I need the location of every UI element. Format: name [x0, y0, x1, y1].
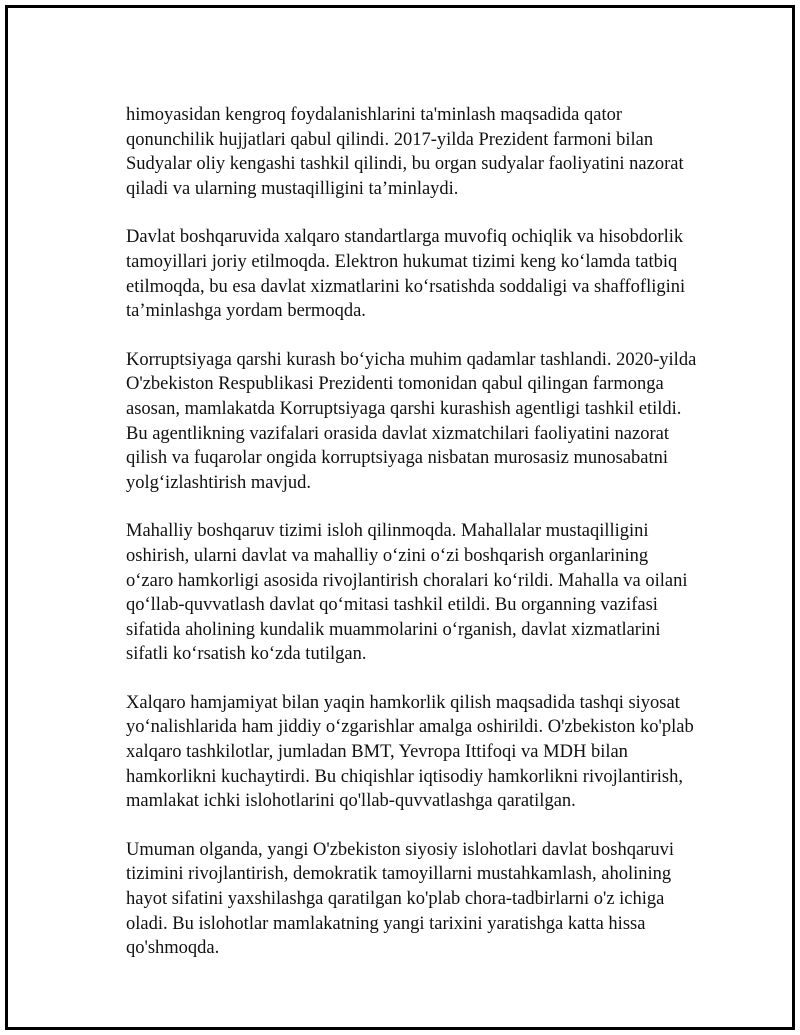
text-line: O'zbekiston Respublikasi Prezidenti tomonidan qabul qilingan farmonga [126, 374, 664, 395]
text-line: ta’minlashga yordam bermoqda. [126, 301, 366, 322]
text-line: Umuman olganda, yangi O'zbekiston siyosiy islohotlari davlat boshqaruvi [126, 839, 674, 860]
text-line: hayot sifatini yaxshilashga qaratilgan ko'plab chora-tadbirlarni o'z ichiga [126, 889, 665, 910]
text-line: oladi. Bu islohotlar mamlakatning yangi tarixini yaratishga katta hissa [126, 913, 646, 934]
text-line: qilish va fuqarolar ongida korruptsiyaga nisbatan murosasiz munosabatni [126, 448, 669, 469]
text-line: yolgʻizlashtirish mavjud. [126, 472, 311, 493]
text-line: Davlat boshqaruvida xalqaro standartlarga muvofiq ochiqlik va hisobdorlik [126, 227, 684, 248]
text-line: Bu agentlikning vazifalari orasida davlat xizmatchilari faoliyatini nazorat [126, 423, 669, 444]
text-line: himoyasidan kengroq foydalanishlarini ta'minlash maqsadida qator [126, 105, 623, 125]
text-line: qonunchilik hujjatlari qabul qilindi. 2017-yilda Prezident farmoni bilan [126, 129, 654, 150]
text-line: Korruptsiyaga qarshi kurash boʻyicha muhim qadamlar tashlandi. 2020-yilda [126, 349, 697, 370]
text-line: etilmoqda, bu esa davlat xizmatlarini koʻrsatishda soddaligi va shaffofligini [126, 276, 686, 297]
text-line: tizimini rivojlantirish, demokratik tamoyillarni mustahkamlash, aholining [126, 864, 672, 885]
text-line: asosan, mamlakatda Korruptsiyaga qarshi kurashish agentligi tashkil etildi. [126, 398, 682, 419]
text-line: hamkorlikni kuchaytirdi. Bu chiqishlar iqtisodiy hamkorlikni rivojlantirish, [126, 766, 683, 787]
paragraph [126, 225, 726, 323]
text-line: sifatli koʻrsatish koʻzda tutilgan. [126, 644, 367, 665]
paragraph [126, 348, 726, 496]
text-line: Mahalliy boshqaruv tizimi isloh qilinmoqda. Mahallalar mustaqilligini [126, 521, 649, 542]
text-line: sifatida aholining kundalik muammolarini oʻrganish, davlat xizmatlarini [126, 619, 661, 640]
text-line: xalqaro tashkilotlar, jumladan BMT, Yevropa Ittifoqi va MDH bilan [126, 742, 628, 763]
page-frame [5, 5, 795, 1030]
text-line: mamlakat ichki islohotlarini qo'llab-quvvatlashga qaratilgan. [126, 791, 576, 812]
text-line: Sudyalar oliy kengashi tashkil qilindi, bu organ sudyalar faoliyatini nazorat [126, 154, 684, 175]
paragraph [126, 691, 726, 814]
text-line: Xalqaro hamjamiyat bilan yaqin hamkorlik qilish maqsadida tashqi siyosat [126, 692, 680, 713]
text-line: qo'shmoqda. [126, 938, 220, 959]
text-line: yoʻnalishlarida ham jiddiy oʻzgarishlar amalga oshirildi. O'zbekiston ko'plab [126, 717, 694, 738]
text-line: oshirish, ularni davlat va mahalliy oʻzini oʻzi boshqarish organlarining [126, 545, 649, 566]
paragraph [126, 519, 726, 667]
document-body [126, 103, 726, 985]
paragraph [126, 103, 726, 201]
text-line: oʻzaro hamkorligi asosida rivojlantirish choralari koʻrildi. Mahalla va oilani [126, 570, 688, 591]
text-line: qoʻllab-quvvatlash davlat qoʻmitasi tashkil etildi. Bu organning vazifasi [126, 595, 658, 616]
paragraph [126, 838, 726, 961]
text-line: qiladi va ularning mustaqilligini ta’minlaydi. [126, 178, 459, 199]
text-line: tamoyillari joriy etilmoqda. Elektron hukumat tizimi keng koʻlamda tatbiq [126, 251, 678, 272]
